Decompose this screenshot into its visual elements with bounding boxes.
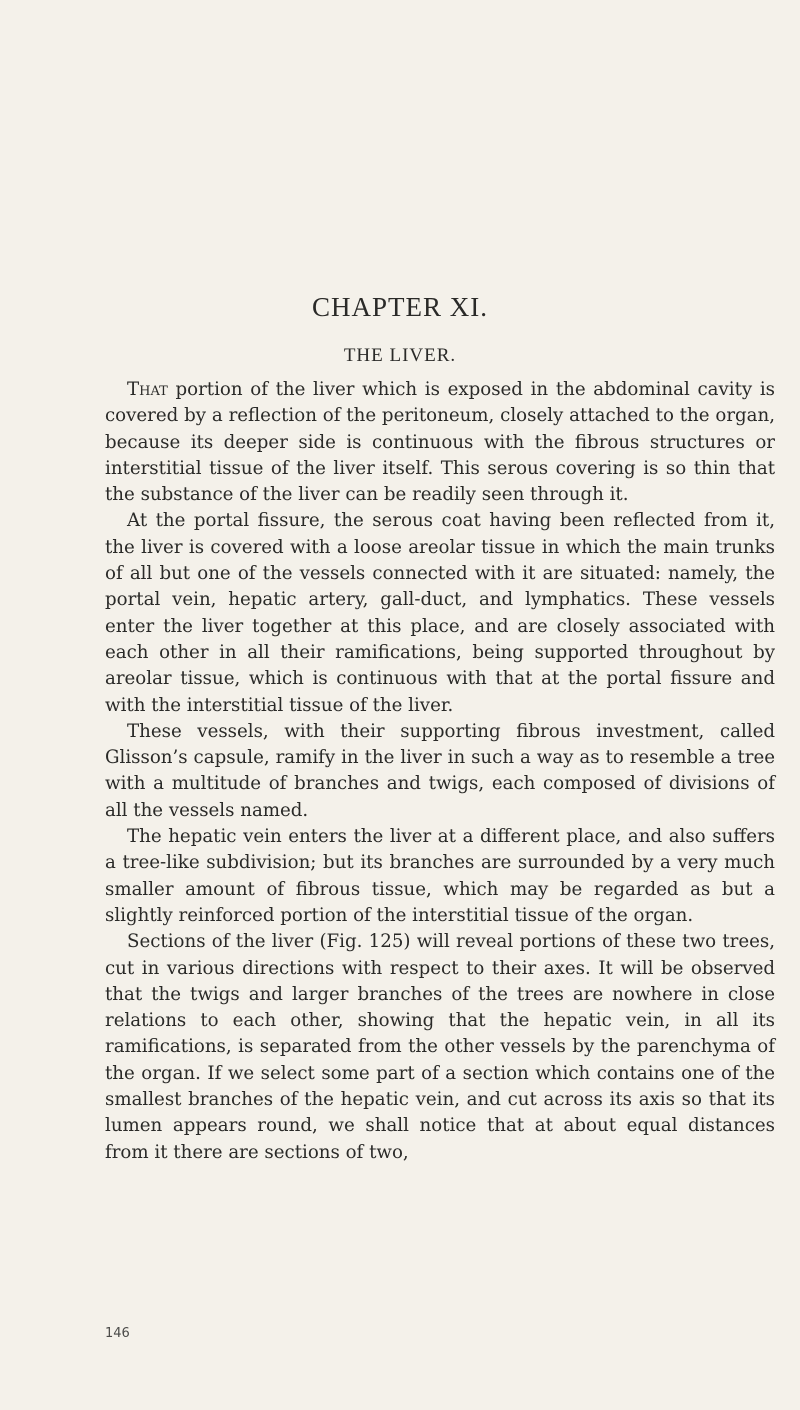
paragraph-text: At the portal fissure, the serous coat having been reflected from it, the liver is covered with a loose areolar tissue in which the main trunks of all but one of the vessels connected with it are situated: namely, the portal vein, hepatic artery, gall-duct, and lymphatics. These vessels enter the liver together at this place, and are closely associated with each other in all their ramifications, being supported throughout by areolar tissue, which is continuous with that at the portal fissure and with the interstitial tissue of the liver. (105, 510, 775, 716)
paragraph-lead-small-caps: That (127, 379, 168, 400)
body-text (105, 377, 775, 1166)
paragraph-2 (105, 508, 775, 718)
paragraph-4 (105, 824, 775, 929)
paragraph-text: portion of the liver which is exposed in the abdominal cavity is covered by a reflection of the peritoneum, closely attached to the organ, because its deeper side is continuous with the fibrous structures or interstitial tissue of the liver itself. This serous covering is so thin that the substance of the liver can be readily seen through it. (105, 379, 775, 506)
paragraph-text: The hepatic vein enters the liver at a different place, and also suffers a tree-like subdivision; but its branches are surrounded by a very much smaller amount of fibrous tissue, which may be regarded as but a slightly reinforced portion of the interstitial tissue of the organ. (105, 826, 775, 926)
paragraph-3 (105, 719, 775, 824)
page-number: 146 (105, 1326, 130, 1341)
chapter-number: CHAPTER XI. (311, 292, 488, 322)
paragraph-text: These vessels, with their supporting fibrous investment, called Glisson’s capsule, ramify in the liver in such a way as to resemble a tree with a multitude of branches and twigs, each composed of divisions of all the vessels named. (105, 720, 775, 821)
paragraph-1 (105, 377, 775, 508)
paragraph-5 (105, 929, 775, 1166)
chapter-title: THE LIVER. (343, 345, 457, 366)
paragraph-text: Sections of the liver (Fig. 125) will reveal portions of these two trees, cut in various directions with respect to their axes. It will be observed that the twigs and larger branches of the trees are nowhere in close relations to each other, showing that the hepatic vein, in all its ramifications, is separated from the other vessels by the parenchyma of the organ. If we select some part of a section which contains one of the smallest branches of the hepatic vein, and cut across its axis so that its lumen appears round, we shall notice that at about equal distances from it there are sections of two, (105, 931, 775, 1163)
